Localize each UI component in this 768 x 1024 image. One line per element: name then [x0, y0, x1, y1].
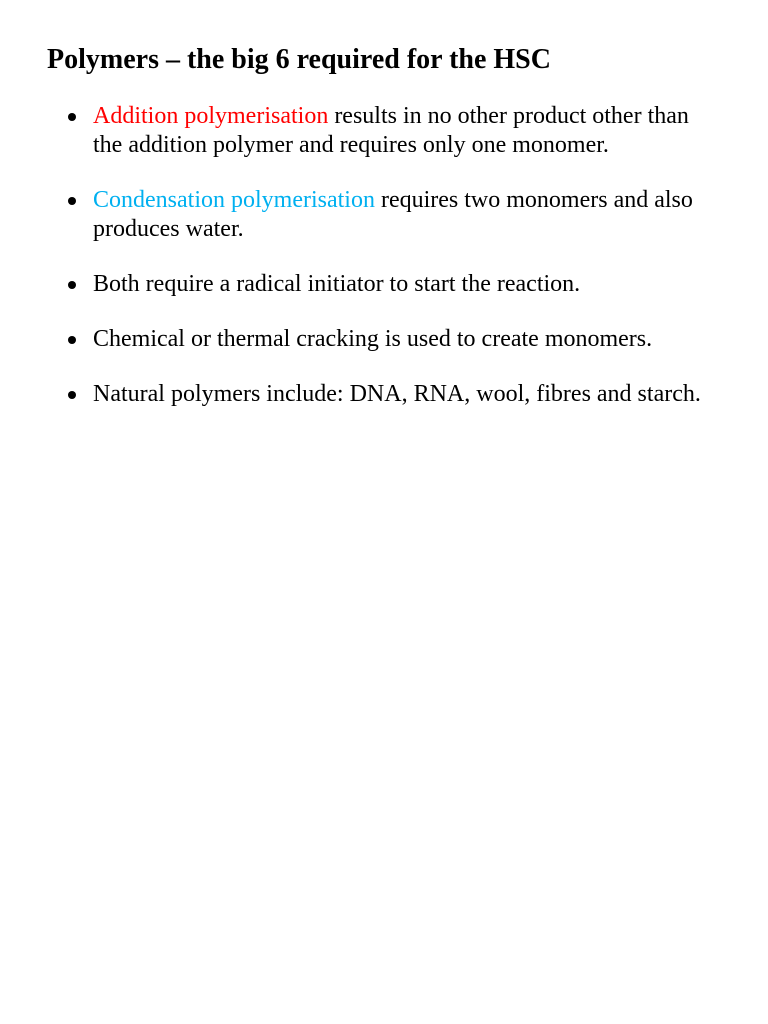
- bullet-item-natural-polymers: [0, 380, 713, 409]
- highlight-addition-polymerisation: Addition polymerisation: [93, 103, 329, 129]
- bullet-icon: [68, 336, 76, 344]
- bullet-text: requires two monomers and also produces water.: [93, 187, 693, 242]
- bullet-text: Chemical or thermal cracking is used to create monomers.: [93, 326, 653, 352]
- bullet-text: results in no other product other than the addition polymer and requires only one monomer.: [93, 103, 689, 158]
- bullet-text: Both require a radical initiator to start the reaction.: [93, 271, 581, 297]
- bullet-icon: [68, 391, 76, 399]
- highlight-condensation-polymerisation: Condensation polymerisation: [93, 187, 375, 213]
- page-title: Polymers – the big 6 required for the HSC: [47, 44, 551, 75]
- bullet-item-addition: [0, 102, 713, 160]
- bullet-icon: [68, 113, 76, 121]
- bullet-icon: [68, 281, 76, 289]
- bullet-list: [0, 102, 768, 409]
- bullet-icon: [68, 197, 76, 205]
- bullet-item-initiator: [0, 270, 713, 299]
- bullet-item-condensation: [0, 186, 713, 244]
- bullet-item-cracking: [0, 325, 713, 354]
- bullet-text: Natural polymers include: DNA, RNA, wool, fibres and starch.: [93, 381, 701, 407]
